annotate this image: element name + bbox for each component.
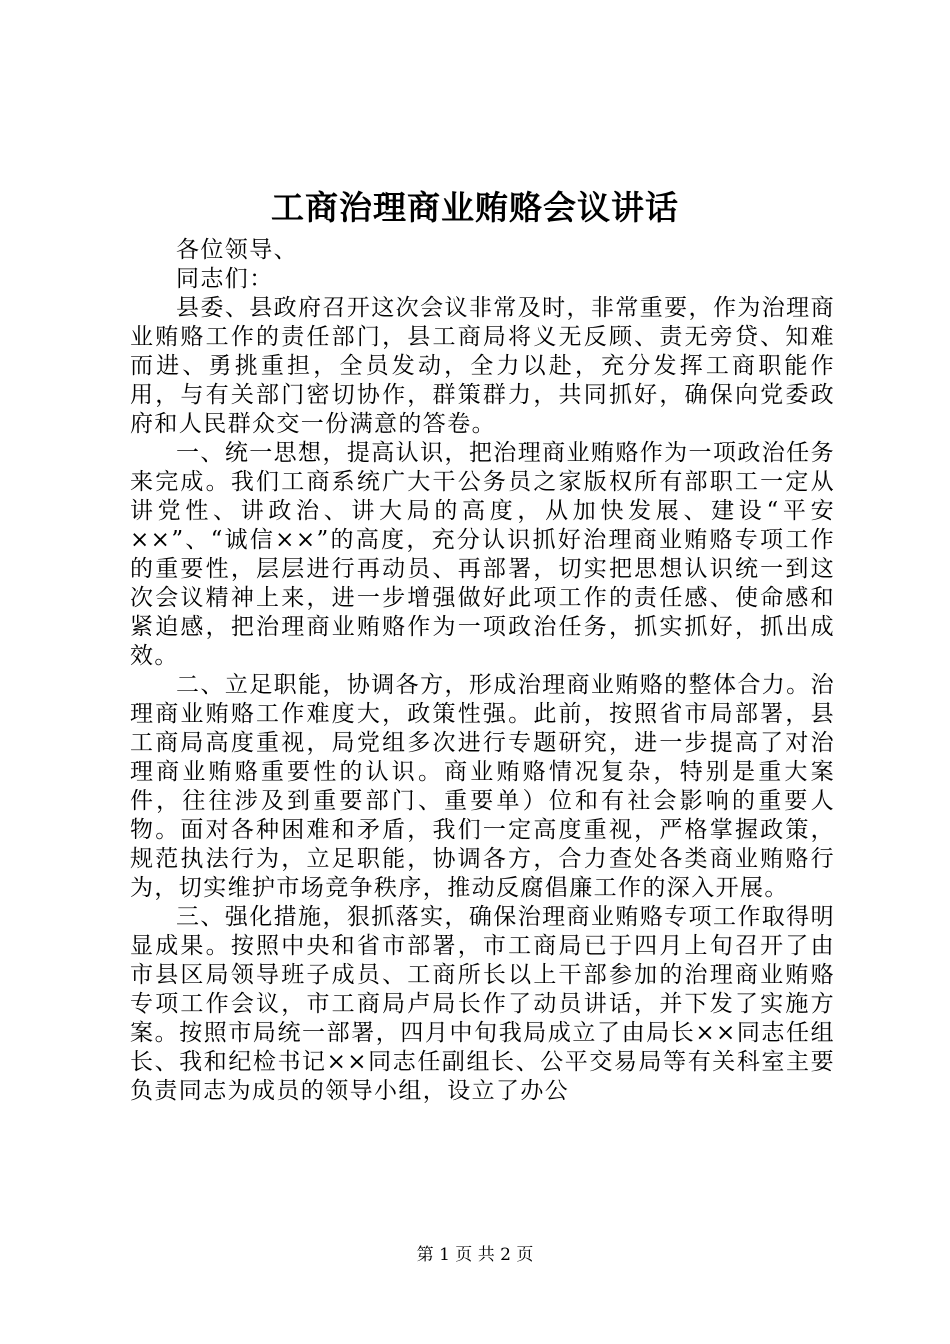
- document-title: 工商治理商业贿赂会议讲话: [271, 188, 679, 227]
- greeting-line: 各位领导、: [176, 237, 298, 263]
- body-paragraph: 三、强化措施，狠抓落实，确保治理商业贿赂专项工作取得明显成果。按照中央和省市部署，市工商局已于四月上旬召开了由市县区局领导班子成员、工商所长以上干部参加的治理商业贿赂专项工作会议，市工商局卢局长作了动员讲话，并下发了实施方案。按照市局统一部署，四月中旬我局成立了由局长××同志任组长、我和纪检书记××同志任副组长、公平交易局等有关科室主要负责同志为成员的领导小组，设立了办公: [130, 904, 835, 1104]
- body-paragraph: 县委、县政府召开这次会议非常及时，非常重要，作为治理商业贿赂工作的责任部门，县工商局将义无反顾、责无旁贷、知难而进、勇挑重担，全员发动，全力以赴，充分发挥工商职能作用，与有关部门密切协作，群策群力，共同抓好，确保向党委政府和人民群众交一份满意的答卷。: [130, 295, 835, 437]
- body-paragraph: 一、统一思想，提高认识，把治理商业贿赂作为一项政治任务来完成。我们工商系统广大干公务员之家版权所有部职工一定从讲党性、讲政治、讲大局的高度，从加快发展、建设“平安××”、“诚信××”的高度，充分认识抓好治理商业贿赂专项工作的重要性，层层进行再动员、再部署，切实把思想认识统一到这次会议精神上来，进一步增强做好此项工作的责任感、使命感和紧迫感，把治理商业贿赂作为一项政治任务，抓实抓好，抓出成效。: [130, 440, 835, 669]
- greeting-line: 同志们：: [176, 266, 274, 292]
- document-body: [130, 236, 835, 1106]
- page-footer: 第 1 页 共 2 页: [416, 1245, 534, 1265]
- body-paragraph: 二、立足职能，协调各方，形成治理商业贿赂的整体合力。治理商业贿赂工作难度大，政策性强。此前，按照省市局部署，县工商局高度重视，局党组多次进行专题研究，进一步提高了对治理商业贿赂重要性的认识。商业贿赂情况复杂，特别是重大案件，往往涉及到重要部门、重要单）位和有社会影响的重要人物。面对各种困难和矛盾，我们一定高度重视，严格掌握政策，规范执法行为，立足职能，协调各方，合力查处各类商业贿赂行为，切实维护市场竞争秩序，推动反腐倡廉工作的深入开展。: [130, 672, 835, 901]
